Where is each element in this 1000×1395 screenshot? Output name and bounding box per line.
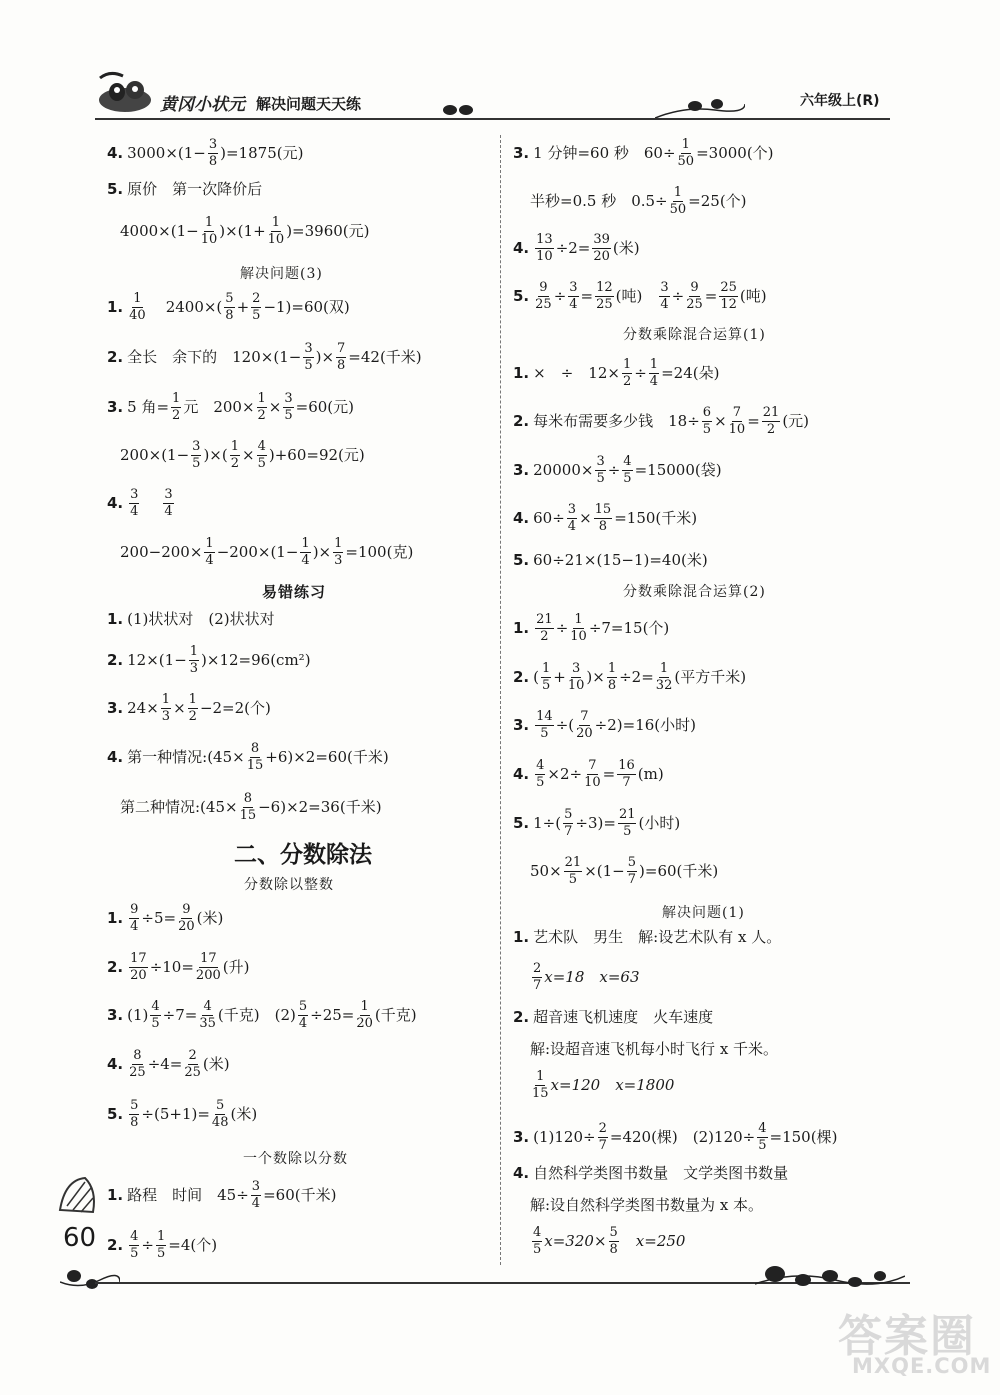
answer-left-e4-second: 第二种情况:(45× $\frac{8}{15}$ −6)×2=36(千米) <box>120 791 382 823</box>
section-heading: 解决问题(3) <box>240 266 323 282</box>
answer-right-m3: 3. 20000× $\frac{3}{5}$ ÷ $\frac{4}{5}$ =15000(袋) <box>513 454 722 486</box>
answer-left-d1: 1. $\frac{9}{4}$ ÷5= $\frac{9}{20}$ (米) <box>107 902 224 934</box>
watermark-url: MXQE.COM <box>852 1354 992 1378</box>
header <box>0 0 1000 130</box>
leaf-ornament-icon <box>440 100 480 120</box>
answer-left-f1: 1. 路程 时间 45÷ $\frac{3}{4}$ =60(千米) <box>107 1179 337 1211</box>
chapter-title: 二、分数除法 <box>234 842 372 868</box>
answer-right-3: 3. 1 分钟=60 秒 60÷ $\frac{1}{50}$ =3000(个) <box>513 137 774 169</box>
answer-right-j1-eq: $\frac{2}{7}$ x=18 x=63 <box>533 961 640 993</box>
answer-right-j2-let: 解:设超音速飞机每小时飞行 x 千米。 <box>530 1040 779 1058</box>
answer-left-d4: 4. $\frac{8}{25}$ ÷4= $\frac{2}{25}$ (米) <box>107 1048 230 1080</box>
footer-vine-left-icon <box>60 1262 120 1292</box>
answer-left-p3-calc: 200×(1− $\frac{3}{5}$ )×( $\frac{1}{2}$ × $\frac{4}{5}$ )+60=92(元) <box>120 439 365 471</box>
answer-right-m1: 1. × ÷ 12× $\frac{1}{2}$ ÷ $\frac{1}{4}$ =24(朵) <box>513 357 720 389</box>
grade-label: 六年级上(R) <box>800 93 880 109</box>
answer-right-k5-calc: 50× $\frac{21}{5}$ ×(1− $\frac{5}{7}$ )=60(千米) <box>530 855 719 887</box>
vine-ornament-icon <box>655 96 745 124</box>
logo-illustration <box>95 68 165 118</box>
answer-right-j4: 4. 自然科学类图书数量 文学类图书数量 <box>513 1164 789 1182</box>
answer-right-k2: 2. ( $\frac{1}{5}$ + $\frac{3}{10}$ )× $\frac{1}{8}$ ÷2= $\frac{1}{32}$ (平方千米) <box>513 661 747 693</box>
answer-right-k3: 3. $\frac{14}{5}$ ÷( $\frac{7}{20}$ ÷2)=16(小时) <box>513 709 696 741</box>
answer-right-k5: 5. 1÷( $\frac{5}{7}$ ÷3)= $\frac{21}{5}$ (小时) <box>513 807 681 839</box>
answer-left-p3: 3. 5 角= $\frac{1}{2}$ 元 200× $\frac{1}{2}$ × $\frac{3}{5}$ =60(元) <box>107 391 355 423</box>
answer-right-j3: 3. (1)120÷ $\frac{2}{7}$ =420(棵) (2)120÷ $\frac{4}{5}$ =150(棵) <box>513 1121 838 1153</box>
answer-right-3-half: 半秒=0.5 秒 0.5÷ $\frac{1}{50}$ =25(个) <box>530 185 747 217</box>
section-heading: 易错练习 <box>262 583 327 601</box>
page-number: 60 <box>63 1223 97 1253</box>
shell-decoration-icon <box>55 1170 100 1220</box>
answer-right-m2: 2. 每米布需要多少钱 18÷ $\frac{6}{5}$ × $\frac{7}{10}$ = $\frac{21}{2}$ (元) <box>513 405 810 437</box>
column-separator <box>500 135 501 1265</box>
logo-text: 黄冈小状元 <box>160 95 245 115</box>
footer-vine-right-icon <box>755 1262 905 1294</box>
answer-left-4: 4. 3000×(1− $\frac{3}{8}$ )=1875(元) <box>107 137 304 169</box>
section-heading: 一个数除以分数 <box>243 1151 348 1167</box>
watermark-logo: 答案圈 <box>838 1311 976 1362</box>
answer-right-4: 4. $\frac{13}{10}$ ÷2= $\frac{39}{20}$ (米) <box>513 232 640 264</box>
answer-left-e4: 4. 第一种情况:(45× $\frac{8}{15}$ +6)×2=60(千米) <box>107 741 389 773</box>
answer-left-d5: 5. $\frac{5}{8}$ ÷(5+1)= $\frac{5}{48}$ (米) <box>107 1098 258 1130</box>
answer-right-j2: 2. 超音速飞机速度 火车速度 <box>513 1008 714 1026</box>
answer-right-j1: 1. 艺术队 男生 解:设艺术队有 x 人。 <box>513 928 782 946</box>
answer-right-m5: 5. 60÷21×(15−1)=40(米) <box>513 551 708 569</box>
answer-left-e2: 2. 12×(1− $\frac{1}{3}$ )×12=96(cm²) <box>107 644 311 676</box>
answer-left-p4-calc: 200−200× $\frac{1}{4}$ −200×(1− $\frac{1}{4}$ )× $\frac{1}{3}$ =100(克) <box>120 536 414 568</box>
answer-left-d2: 2. $\frac{17}{20}$ ÷10= $\frac{17}{200}$ (升) <box>107 951 250 983</box>
header-rule <box>95 118 890 120</box>
header-title: 解决问题天天练 <box>256 95 362 113</box>
answer-left-p4: 4. $\frac{3}{4}$ $\frac{3}{4}$ <box>107 487 173 519</box>
answer-left-p1: 1. $\frac{1}{40}$ 2400×( $\frac{5}{8}$ + $\frac{2}{5}$ −1)=60(双) <box>107 291 350 323</box>
answer-left-p2: 2. 全长 余下的 120×(1− $\frac{3}{5}$ )× $\frac{7}{8}$ =42(千米) <box>107 341 422 373</box>
answer-right-j4-let: 解:设自然科学类图书数量为 x 本。 <box>530 1196 764 1214</box>
answer-right-j4-eq: $\frac{4}{5}$ x=320× $\frac{5}{8}$ x=250 <box>533 1225 686 1257</box>
answer-right-k1: 1. $\frac{21}{2}$ ÷ $\frac{1}{10}$ ÷7=15(个) <box>513 612 670 644</box>
answer-left-5: 5. 原价 第一次降价后 <box>107 180 263 198</box>
answer-right-5: 5. $\frac{9}{25}$ ÷ $\frac{3}{4}$ = $\frac{12}{25}$ (吨) $\frac{3}{4}$ ÷ $\frac{9}{25}$ = $\frac{25}{12}$ (吨) <box>513 280 767 312</box>
answer-left-e3: 3. 24× $\frac{1}{3}$ × $\frac{1}{2}$ −2=2(个) <box>107 692 271 724</box>
section-heading: 解决问题(1) <box>662 905 745 921</box>
answer-right-j2-eq: $\frac{1}{15}$ x=120 x=1800 <box>532 1069 675 1101</box>
answer-right-m4: 4. 60÷ $\frac{3}{4}$ × $\frac{15}{8}$ =150(千米) <box>513 502 698 534</box>
answer-left-5-calc: 4000×(1− $\frac{1}{10}$ )×(1+ $\frac{1}{10}$ )=3960(元) <box>120 215 370 247</box>
section-heading: 分数乘除混合运算(2) <box>623 584 766 600</box>
answer-right-k4: 4. $\frac{4}{5}$ ×2÷ $\frac{7}{10}$ = $\frac{16}{7}$ (m) <box>513 758 664 790</box>
section-heading: 分数除以整数 <box>244 877 334 893</box>
answer-left-f2: 2. $\frac{4}{5}$ ÷ $\frac{1}{5}$ =4(个) <box>107 1229 218 1261</box>
answer-left-e1: 1. (1)状状对 (2)状状对 <box>107 610 275 628</box>
section-heading: 分数乘除混合运算(1) <box>623 327 766 343</box>
answer-left-d3: 3. (1) $\frac{4}{5}$ ÷7= $\frac{4}{35}$ (千克) (2) $\frac{5}{4}$ ÷25= $\frac{1}{20}$ (千克) <box>107 999 417 1031</box>
